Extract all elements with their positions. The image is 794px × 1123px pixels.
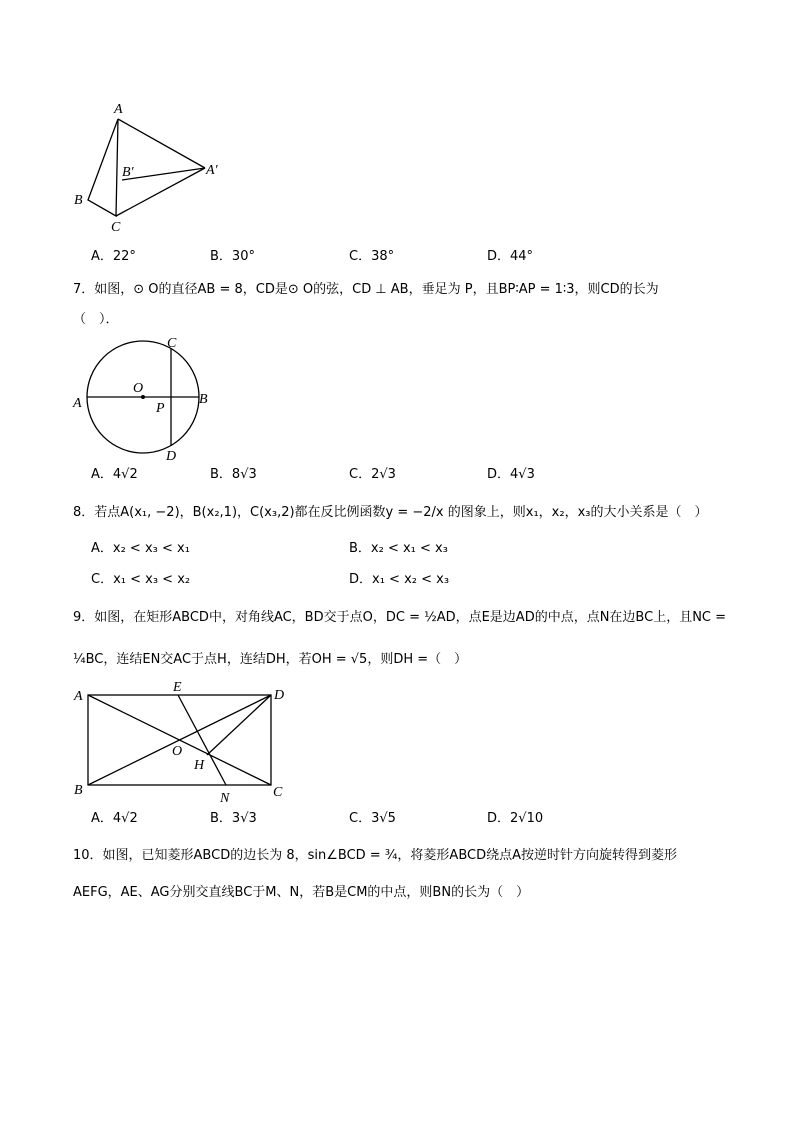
option-b[interactable]: B．x₂ < x₁ < x₃	[349, 541, 448, 556]
triangle-abc	[88, 119, 118, 216]
option-d[interactable]: D．44°	[487, 249, 534, 264]
question-8-text: 8．若点A(x₁, −2)，B(x₂,1)，C(x₃,2)都在反比例函数y = −2/x 的图象上，则x₁，x₂，x₃的大小关系是（ ）	[73, 505, 708, 520]
label-n: N	[220, 791, 230, 806]
label-b: B	[199, 392, 208, 407]
label-b: B	[74, 193, 83, 208]
question-7-text-cont: （ ）．	[73, 312, 119, 327]
label-c: C	[111, 220, 121, 235]
label-c: C	[167, 336, 177, 351]
option-b[interactable]: B．8√3	[210, 467, 257, 482]
label-h: H	[194, 758, 205, 773]
question-9-text-cont: ¼BC，连结EN交AC于点H，连结DH，若OH = √5，则DH =（ ）	[73, 652, 468, 667]
option-c[interactable]: C．x₁ < x₃ < x₂	[91, 572, 191, 587]
label-a: A	[114, 102, 123, 117]
label-b-prime: B′	[122, 165, 134, 180]
option-a[interactable]: A．x₂ < x₃ < x₁	[91, 541, 190, 556]
figure-q9-rectangle	[70, 676, 300, 806]
question-7-text: 7．如图，⊙ O的直径AB = 8，CD是⊙ O的弦，CD ⊥ AB，垂足为 P，且BP∶AP = 1∶3，则CD的长为	[73, 282, 659, 297]
label-b: B	[74, 783, 83, 798]
option-d[interactable]: D．x₁ < x₂ < x₃	[349, 572, 450, 587]
question-9-text: 9．如图，在矩形ABCD中，对角线AC，BD交于点O，DC = ½AD，点E是边AD的中点，点N在边BC上，且NC =	[73, 610, 727, 625]
question-10-text: 10．如图，已知菱形ABCD的边长为 8，sin∠BCD = ¾，将菱形ABCD绕点A按逆时针方向旋转得到菱形	[73, 848, 677, 863]
question-10-text-cont: AEFG，AE、AG分别交直线BC于M、N，若B是CM的中点，则BN的长为（ ）	[73, 885, 530, 900]
label-d: D	[166, 449, 177, 464]
label-p: P	[156, 401, 165, 416]
segment-aa-prime	[118, 119, 205, 168]
segment-dh	[207, 695, 271, 755]
option-a[interactable]: A．4√2	[91, 467, 138, 482]
label-a: A	[74, 689, 83, 704]
figure-q7-circle	[70, 332, 220, 467]
label-e: E	[173, 680, 182, 695]
option-a[interactable]: A．22°	[91, 249, 136, 264]
option-b[interactable]: B．3√3	[210, 811, 257, 826]
label-a-prime: A′	[206, 163, 218, 178]
label-a: A	[73, 396, 82, 411]
option-d[interactable]: D．4√3	[487, 467, 535, 482]
option-a[interactable]: A．4√2	[91, 811, 138, 826]
figure-q6-triangle	[70, 98, 230, 238]
label-c: C	[273, 785, 283, 800]
label-d: D	[274, 688, 285, 703]
option-c[interactable]: C．38°	[349, 249, 395, 264]
option-b[interactable]: B．30°	[210, 249, 255, 264]
label-o: O	[172, 744, 183, 759]
option-c[interactable]: C．2√3	[349, 467, 396, 482]
option-c[interactable]: C．3√5	[349, 811, 396, 826]
label-o: O	[133, 381, 144, 396]
option-d[interactable]: D．2√10	[487, 811, 544, 826]
